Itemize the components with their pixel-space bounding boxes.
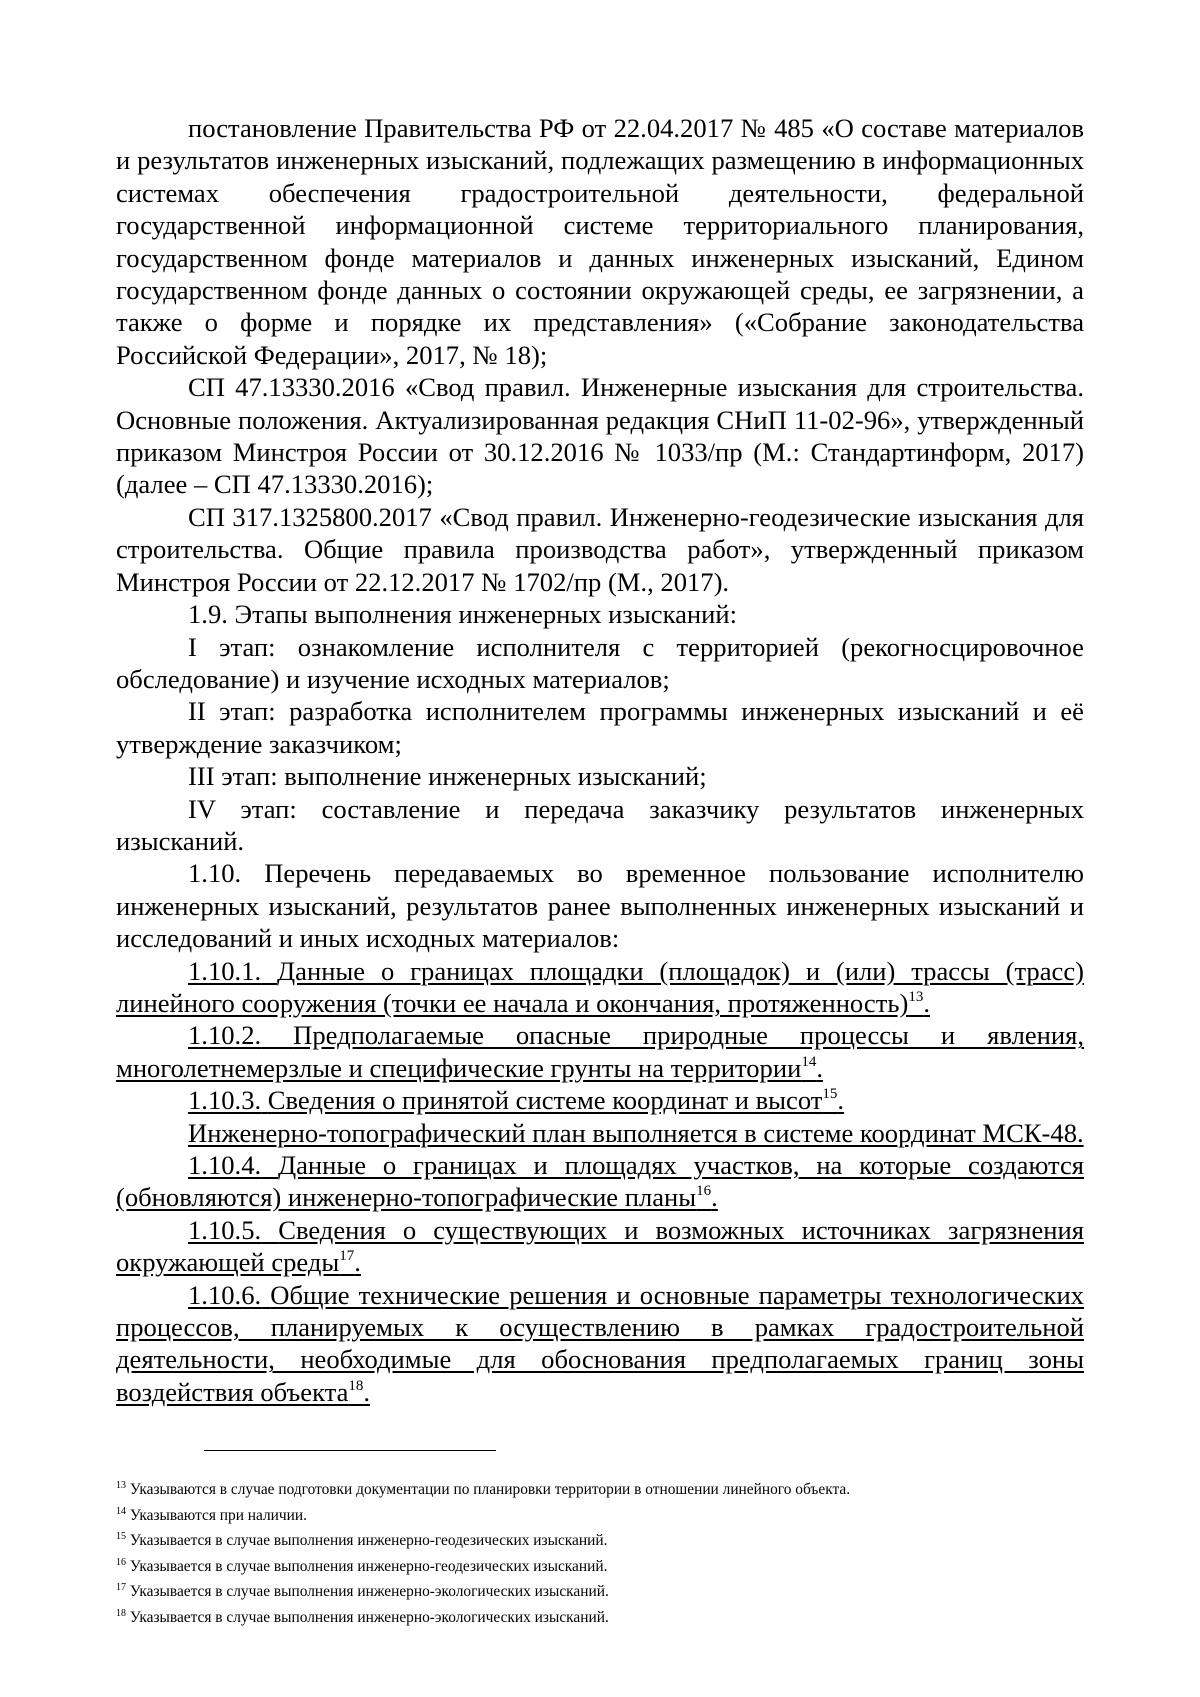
paragraph-sp-47: СП 47.13330.2016 «Свод правил. Инженерные изыскания для строительства. Основные положения. Актуализированная редакция СНиП 11-02-96», утвержденный приказом Минстроя России от 30.12.2016 № 1033/пр (М.: Стандартинформ, 2017) (далее – СП 47.13330.2016); <box>116 372 1084 500</box>
item-number: 1.10.3. <box>188 1085 262 1116</box>
footnote-15 <box>116 1528 1084 1554</box>
item-1-10-6 <box>116 1279 1084 1409</box>
item-end: . <box>837 1085 845 1116</box>
item-text: Предполагаемые опасные природные процессы и явления, многолетнемерзлые и специфические грунты на территории <box>116 1020 1084 1083</box>
footnote-number: 17 <box>116 1582 126 1594</box>
item-number: 1.10.5. <box>188 1214 262 1245</box>
paragraph-stage-2: II этап: разработка исполнителем программы инженерных изысканий и её утверждение заказчиком; <box>116 696 1084 759</box>
footnote-number: 14 <box>116 1505 126 1517</box>
footnote-17 <box>116 1579 1084 1605</box>
item-1-10-2 <box>116 1019 1084 1084</box>
footnote-ref[interactable]: 14 <box>801 1053 817 1070</box>
item-text: Данные о границах и площадях участков, на которые создаются (обновляются) инженерно-топографические планы <box>116 1150 1084 1213</box>
footnote-13 <box>116 1477 1084 1503</box>
footnote-14 <box>116 1503 1084 1529</box>
paragraph-stage-4: IV этап: составление и передача заказчику результатов инженерных изысканий. <box>116 793 1084 856</box>
footnote-16 <box>116 1554 1084 1580</box>
footnote-number: 13 <box>116 1480 126 1491</box>
footnote-text: Указывается в случае выполнения инженерно-геодезических изысканий. <box>129 1532 608 1550</box>
item-end: . <box>923 987 930 1018</box>
item-1-10-3 <box>116 1084 1084 1116</box>
footnote-ref[interactable]: 15 <box>822 1086 838 1103</box>
paragraph-1-10-heading: 1.10. Перечень передаваемых во временное пользование исполнителю инженерных изысканий, результатов ранее выполненных инженерных изысканий и исследований и иных исходных материалов: <box>116 858 1084 954</box>
paragraph-sp-317: СП 317.1325800.2017 «Свод правил. Инженерно-геодезические изыскания для строительства. Общие правила производства работ», утвержденный приказом Минстроя России от 22.12.2017 № 1702/пр (М., 2017). <box>116 501 1084 597</box>
document-body <box>116 112 1084 1408</box>
item-1-10-4 <box>116 1149 1084 1214</box>
footnote-ref[interactable]: 13 <box>908 988 924 1005</box>
footnote-ref[interactable]: 16 <box>696 1183 712 1200</box>
item-coordinate-system-note <box>116 1117 1084 1149</box>
item-text: Инженерно-топографический план выполняется в системе координат МСК-48. <box>188 1117 1084 1148</box>
item-number: 1.10.4. <box>188 1150 262 1180</box>
paragraph-decree-485: постановление Правительства РФ от 22.04.2017 № 485 «О составе материалов и результатов инженерных изысканий, подлежащих размещению в информационных системах обеспечения градостроительной деятельности, федеральной государственной информационной системе территориального планирования, государственном фонде материалов и данных инженерных изысканий, Едином государственном фонде данных о состоянии окружающей среды, ее загрязнении, а также о форме и порядке их представления» («Собрание законодательства Российской Федерации», 2017, № 18); <box>116 113 1084 370</box>
item-end: . <box>816 1052 823 1083</box>
paragraph-stage-3: III этап: выполнение инженерных изысканий; <box>188 761 707 792</box>
footnote-separator <box>204 1450 496 1451</box>
item-text: Общие технические решения и основные параметры технологических процессов, планируемых к осуществлению в рамках градостроительной деятельности, необходимые для обоснования предполагаемых границ зоны воздействия объекта <box>116 1279 1084 1407</box>
item-number: 1.10.6. <box>188 1279 262 1310</box>
paragraph-1-9-heading: 1.9. Этапы выполнения инженерных изысканий: <box>188 599 737 630</box>
item-number: 1.10.2. <box>188 1020 262 1051</box>
footnote-text: Указываются в случае подготовки документации по планировки территории в отношении линейного объекта. <box>129 1481 851 1498</box>
footnote-text: Указываются при наличии. <box>129 1506 307 1524</box>
item-text: Данные о границах площадки (площадок) и (или) трассы (трасс) линейного сооружения (точки ее начала и окончания, протяженность) <box>116 955 1084 1018</box>
footnote-ref[interactable]: 18 <box>348 1377 364 1394</box>
footnote-text: Указывается в случае выполнения инженерно-экологических изысканий. <box>129 1583 609 1601</box>
item-end: . <box>363 1376 371 1407</box>
footnotes-section <box>116 1450 1084 1631</box>
footnote-number: 16 <box>116 1556 126 1568</box>
footnote-number: 15 <box>116 1531 126 1543</box>
item-number: 1.10.1. <box>188 955 262 986</box>
item-1-10-1 <box>116 955 1084 1020</box>
footnote-text: Указывается в случае выполнения инженерно-экологических изысканий. <box>129 1608 609 1626</box>
paragraph-stage-1: I этап: ознакомление исполнителя с территорией (рекогносцировочное обследование) и изучение исходных материалов; <box>116 631 1084 694</box>
item-end: . <box>711 1182 718 1213</box>
item-text: Сведения о существующих и возможных источниках загрязнения окружающей среды <box>116 1214 1084 1278</box>
item-end: . <box>354 1247 361 1278</box>
item-1-10-5 <box>116 1214 1084 1279</box>
footnote-ref[interactable]: 17 <box>339 1248 355 1265</box>
footnote-text: Указывается в случае выполнения инженерно-геодезических изысканий. <box>129 1557 608 1575</box>
item-text: Сведения о принятой системе координат и высот <box>267 1085 823 1116</box>
footnote-number: 18 <box>116 1607 126 1619</box>
footnote-18 <box>116 1605 1084 1631</box>
